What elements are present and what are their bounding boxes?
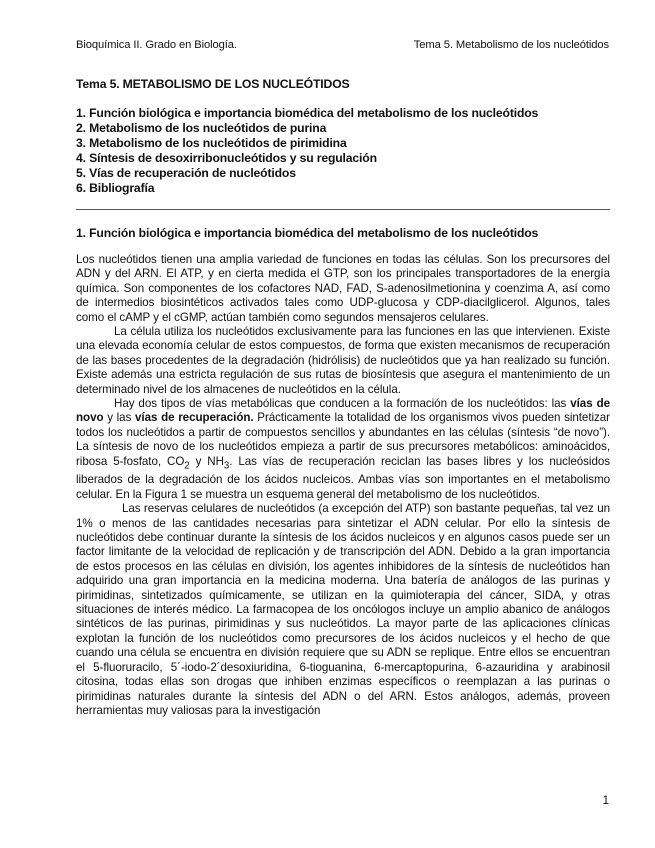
toc-item: 3. Metabolismo de los nucleótidos de pirimidina: [76, 136, 347, 150]
paragraph-3-text: Hay dos tipos de vías metabólicas que conducen a la formación de los nucleótidos: las: [114, 397, 571, 411]
term-vias-de-recuperacion: vías de recuperación.: [135, 411, 254, 425]
chapter-title: Tema 5. METABOLISMO DE LOS NUCLEÓTIDOS: [76, 77, 350, 91]
section-heading: 1. Función biológica e importancia biomédica del metabolismo de los nucleótidos: [76, 226, 539, 240]
toc-item: 4. Síntesis de desoxirribonucleótidos y su regulación: [76, 151, 377, 165]
running-header-left: Bioquímica II. Grado en Biología.: [76, 39, 237, 51]
horizontal-divider: [76, 209, 610, 210]
running-header-right: Tema 5. Metabolismo de los nucleótidos: [413, 39, 609, 51]
section-body: [76, 253, 610, 718]
paragraph-4: Las reservas celulares de nucleótidos (a excepción del ATP) son bastante pequeñas, tal vez un 1% o menos de las cantidades necesarias para sintetizar el ADN celular. Por ello la síntesis de nucleótidos debe continuar durante la síntesis de los ácidos nucleicos y en algunos casos puede ser un factor limitante de la velocidad de replicación y de transcripción del ADN. Debido a la gran importancia de estos procesos en las células en división, los agentes inhibidores de la síntesis de nucleótidos han adquirido una gran importancia en la medicina moderna. Una batería de análogos de las purinas y pirimidinas, sintetizados químicamente, se utilizan en la quimioterapia del cáncer, SIDA, y otras situaciones de interés médico. La farmacopea de los oncólogos incluye un amplio abanico de análogos sintéticos de las purinas, pirimidinas y sus nucleótidos. La mayor parte de las aplicaciones clínicas explotan la función de los nucleótidos como precursores de los ácidos nucleicos y el hecho de que cuando una célula se encuentra en división requiere que su ADN se replique. Entre ellos se encuentran el 5-fluoruracilo, 5´-iodo-2´desoxiuridina, 6-tioguanina, 6-mercaptopurina, 6-azauridina y arabinosil citosina, todas ellas son drogas que inhiben enzimas específicos o reemplazan a las purinas o pirimidinas naturales durante la síntesis del ADN o del ARN. Estos análogos, además, proveen herramientas muy valiosas para la investigación: [76, 502, 610, 717]
paragraph-3-text: y las: [103, 411, 136, 425]
paragraph-3-text: y NH: [189, 454, 224, 468]
paragraph-1: Los nucleótidos tienen una amplia variedad de funciones en todas las células. Son los precursores del ADN y del ARN. El ATP, y en cierta medida el GTP, son los principales transportadores de la energía química. Son componentes de los cofactores NAD, FAD, S-adenosilmetionina y coenzima A, así como de intermedios biosintéticos activados tales como UDP-glucosa y CDP-diacilglicerol. Algunos, tales como el cAMP y el cGMP, actúan también como segundos mensajeros celulares.: [76, 253, 610, 324]
toc-item: 5. Vías de recuperación de nucleótidos: [76, 166, 296, 180]
paragraph-3-text: . Las vías de recuperación reciclan las bases libres y los nucleósidos liberados de la degradación de los ácidos nucleicos. Ambas vías son importantes en el metabolismo celular. En la Figura 1 se muestra un esquema general del metabolismo de los nucleótidos.: [76, 454, 610, 501]
page-number: 1: [602, 795, 609, 807]
toc-item: 6. Bibliografía: [76, 181, 155, 195]
paragraph-3-text: Prácticamente la totalidad de los organismos vivos pueden sintetizar todos los nucleótidos a partir de compuestos sencillos y abundantes en las células (síntesis “de novo”). La síntesis de novo de los nucleótidos empieza a partir de sus precursores metabólicos: aminoácidos, ribosa 5-fosfato, CO: [76, 411, 610, 468]
subscript-2: 2: [184, 460, 190, 471]
toc-item: 1. Función biológica e importancia biomédica del metabolismo de los nucleótidos: [76, 106, 539, 120]
term-vias-de-novo: vías de novo: [76, 397, 610, 425]
table-of-contents: [76, 106, 538, 196]
paragraph-3: [76, 397, 610, 502]
subscript-3: 3: [223, 460, 230, 471]
paragraph-2: La célula utiliza los nucleótidos exclusivamente para las funciones en las que intervienen. Existe una elevada economía celular de estos compuestos, de forma que existen mecanismos de recuperación de las bases procedentes de la degradación (hidrólisis) de nucleótidos que ya han realizado su función. Existe además una estricta regulación de sus rutas de biosíntesis que asegura el mantenimiento de un determinado nivel de los almacenes de nucleótidos en la célula.: [76, 325, 610, 396]
toc-item: 2. Metabolismo de los nucleótidos de purina: [76, 121, 327, 135]
